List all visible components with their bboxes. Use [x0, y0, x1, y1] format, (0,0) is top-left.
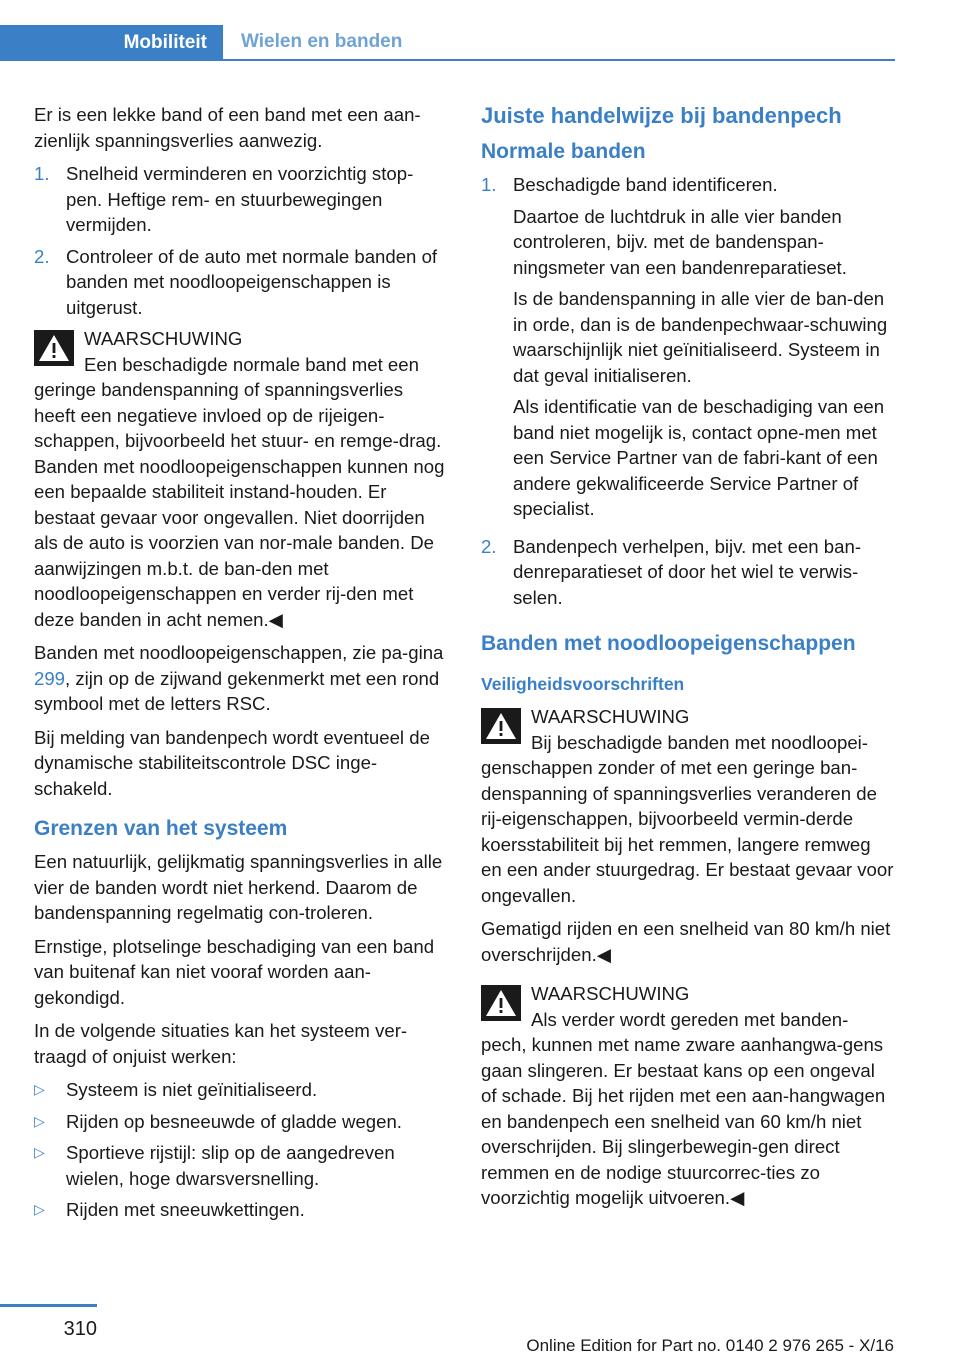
step-text: Snelheid verminderen en voorzichtig stop-pen. Heftige rem- en stuurbewegingen vermijden. — [66, 163, 414, 235]
warning-triangle-icon — [34, 330, 74, 366]
left-column — [34, 102, 448, 1229]
step-text: Daartoe de luchtdruk in alle vier banden controleren, bijv. met de bandenspan-ningsmeter van een bandenreparatieset. — [513, 205, 847, 278]
bullet-text: Rijden op besneeuwde of gladde wegen. — [66, 1110, 402, 1132]
warning-block — [481, 704, 895, 908]
list-item — [34, 1197, 448, 1223]
section-heading: Juiste handelwijze bij bandenpech — [481, 103, 842, 128]
speed-paragraph: Gematigd rijden en een snelheid van 80 km/h niet overschrijden.◀ — [481, 918, 891, 965]
bullet-text: Sportieve rijstijl: slip op de aangedreven wielen, hoge dwarsversnelling. — [66, 1142, 395, 1189]
warning-block — [481, 981, 895, 1211]
limits-paragraph: Een natuurlijk, gelijkmatig spanningsverlies in alle vier de banden wordt niet herkend. Daarom de bandenspanning regelmatig con-troleren. — [34, 851, 443, 923]
subsection-heading: Veiligheidsvoorschriften — [481, 674, 685, 694]
bullet-triangle-icon: ▷ — [34, 1144, 45, 1160]
tab-wielen-en-banden[interactable]: Wielen en banden — [223, 25, 895, 61]
bullet-triangle-icon: ▷ — [34, 1112, 45, 1129]
step-number: 1. — [34, 163, 50, 184]
warning-text: geringe bandenspanning of spanningsverlies heeft een negatieve invloed op de rijeigen-schappen, bijvoorbeeld het stuur- en remge-drag. Banden met noodloopeigenschappen kunnen nog een bepaalde stabiliteit instand-houden. Er bestaat gevaar voor ongevallen. Niet doorrijden als de auto is voorzien van nor-male banden. De aanwijzingen m.b.t. de ban-den met noodloopeigenschappen en verder rij-den met deze banden in acht nemen.◀ — [34, 379, 445, 630]
step-text: Als identificatie van de beschadiging van een band niet mogelijk is, contact opne-men met een Service Partner van de fabri-kant of een andere gekwalificeerde Service Partner of specialist. — [513, 396, 885, 519]
page-number: 310 — [63, 1318, 97, 1340]
step-number: 2. — [481, 535, 497, 557]
step-number: 2. — [34, 245, 50, 267]
intro-paragraph: Er is een lekke band of een band met een aan-zienlijk spanningsverlies aanwezig. — [34, 104, 421, 151]
warning-triangle-icon — [481, 708, 521, 744]
tab-mobiliteit[interactable]: Mobiliteit — [0, 25, 223, 61]
dsc-paragraph: Bij melding van bandenpech wordt eventueel de dynamische stabiliteitscontrole DSC inge-schakeld. — [34, 726, 430, 799]
subsection-heading: Normale banden — [481, 140, 646, 163]
list-item — [34, 244, 448, 321]
step-text: Is de bandenspanning in alle vier de ban-den in orde, dan is de bandenpechwaar-schuwing waarschijnlijk niet geïnitialiseerd. Systeem in dat geval initialiseren. — [513, 288, 888, 386]
warning-first-line: Bij beschadigde banden met noodloopei- — [531, 731, 869, 753]
bullet-triangle-icon: ▷ — [34, 1081, 45, 1097]
warning-first-line: Een beschadigde normale band met een — [84, 353, 419, 375]
warning-first-line: Als verder wordt gereden met banden- — [531, 1008, 849, 1030]
list-item — [34, 1140, 448, 1191]
step-number: 1. — [481, 174, 497, 195]
limits-paragraph: In de volgende situaties kan het systeem ver-traagd of onjuist werken: — [34, 1020, 408, 1067]
list-item — [34, 1109, 448, 1135]
warning-title: WAARSCHUWING — [531, 706, 690, 727]
limits-paragraph: Ernstige, plotselinge beschadiging van een band van buitenaf kan niet vooraf worden aan-gekondigd. — [34, 935, 435, 1008]
bullet-text: Rijden met sneeuwkettingen. — [66, 1199, 305, 1220]
subsection-heading: Banden met noodloopeigenschappen — [481, 632, 856, 655]
warning-title: WAARSCHUWING — [84, 328, 243, 349]
page-header — [0, 0, 895, 62]
step-text: Beschadigde band identificeren. — [513, 174, 778, 195]
warning-triangle-icon — [481, 985, 521, 1021]
step-text: Controleer of de auto met normale banden of banden met noodloopeigenschappen is uitgerust. — [66, 245, 438, 318]
section-heading: Grenzen van het systeem — [34, 817, 288, 840]
list-item — [481, 172, 895, 528]
footer-rule — [0, 1304, 97, 1307]
warning-block — [34, 326, 448, 632]
rsc-paragraph: Banden met noodloopeigenschappen, zie pa-gina 299, zijn op de zijwand gekenmerkt met een rond symbool met de letters RSC. — [34, 642, 444, 714]
warning-title: WAARSCHUWING — [531, 983, 690, 1004]
bullet-text: Systeem is niet geïnitialiseerd. — [66, 1079, 318, 1100]
edition-text: Online Edition for Part no. 0140 2 976 265 - X/16 — [526, 1336, 894, 1355]
warning-text: genschappen zonder of met een geringe ban-denspanning of spanningsverlies veranderen de rij-eigenschappen, bijvoorbeeld vermin-derde koersstabiliteit bij het remmen, langere remweg en een ander stuurgedrag. Er bestaat gevaar voor ongevallen. — [481, 757, 894, 906]
page-link[interactable]: 299 — [34, 667, 66, 689]
list-item — [34, 1077, 448, 1103]
list-item — [34, 161, 448, 238]
list-item — [481, 534, 895, 617]
right-column — [481, 102, 895, 1219]
warning-text: pech, kunnen met name zware aanhangwa-gens gaan slingeren. Er bestaat kans op een ongeval of schade. Bij het rijden met een aan-hangwagen en bandenpech een snelheid van 60 km/h niet overschrijden. Bij slingerbewegin-gen direct remmen en de nodige stuurcorrec-ties zo voorzichtig mogelijk uitvoeren.◀ — [481, 1034, 886, 1208]
step-text: Bandenpech verhelpen, bijv. met een ban-denreparatieset of door het wiel te verwis-selen. — [513, 535, 862, 608]
bullet-triangle-icon: ▷ — [34, 1201, 45, 1217]
